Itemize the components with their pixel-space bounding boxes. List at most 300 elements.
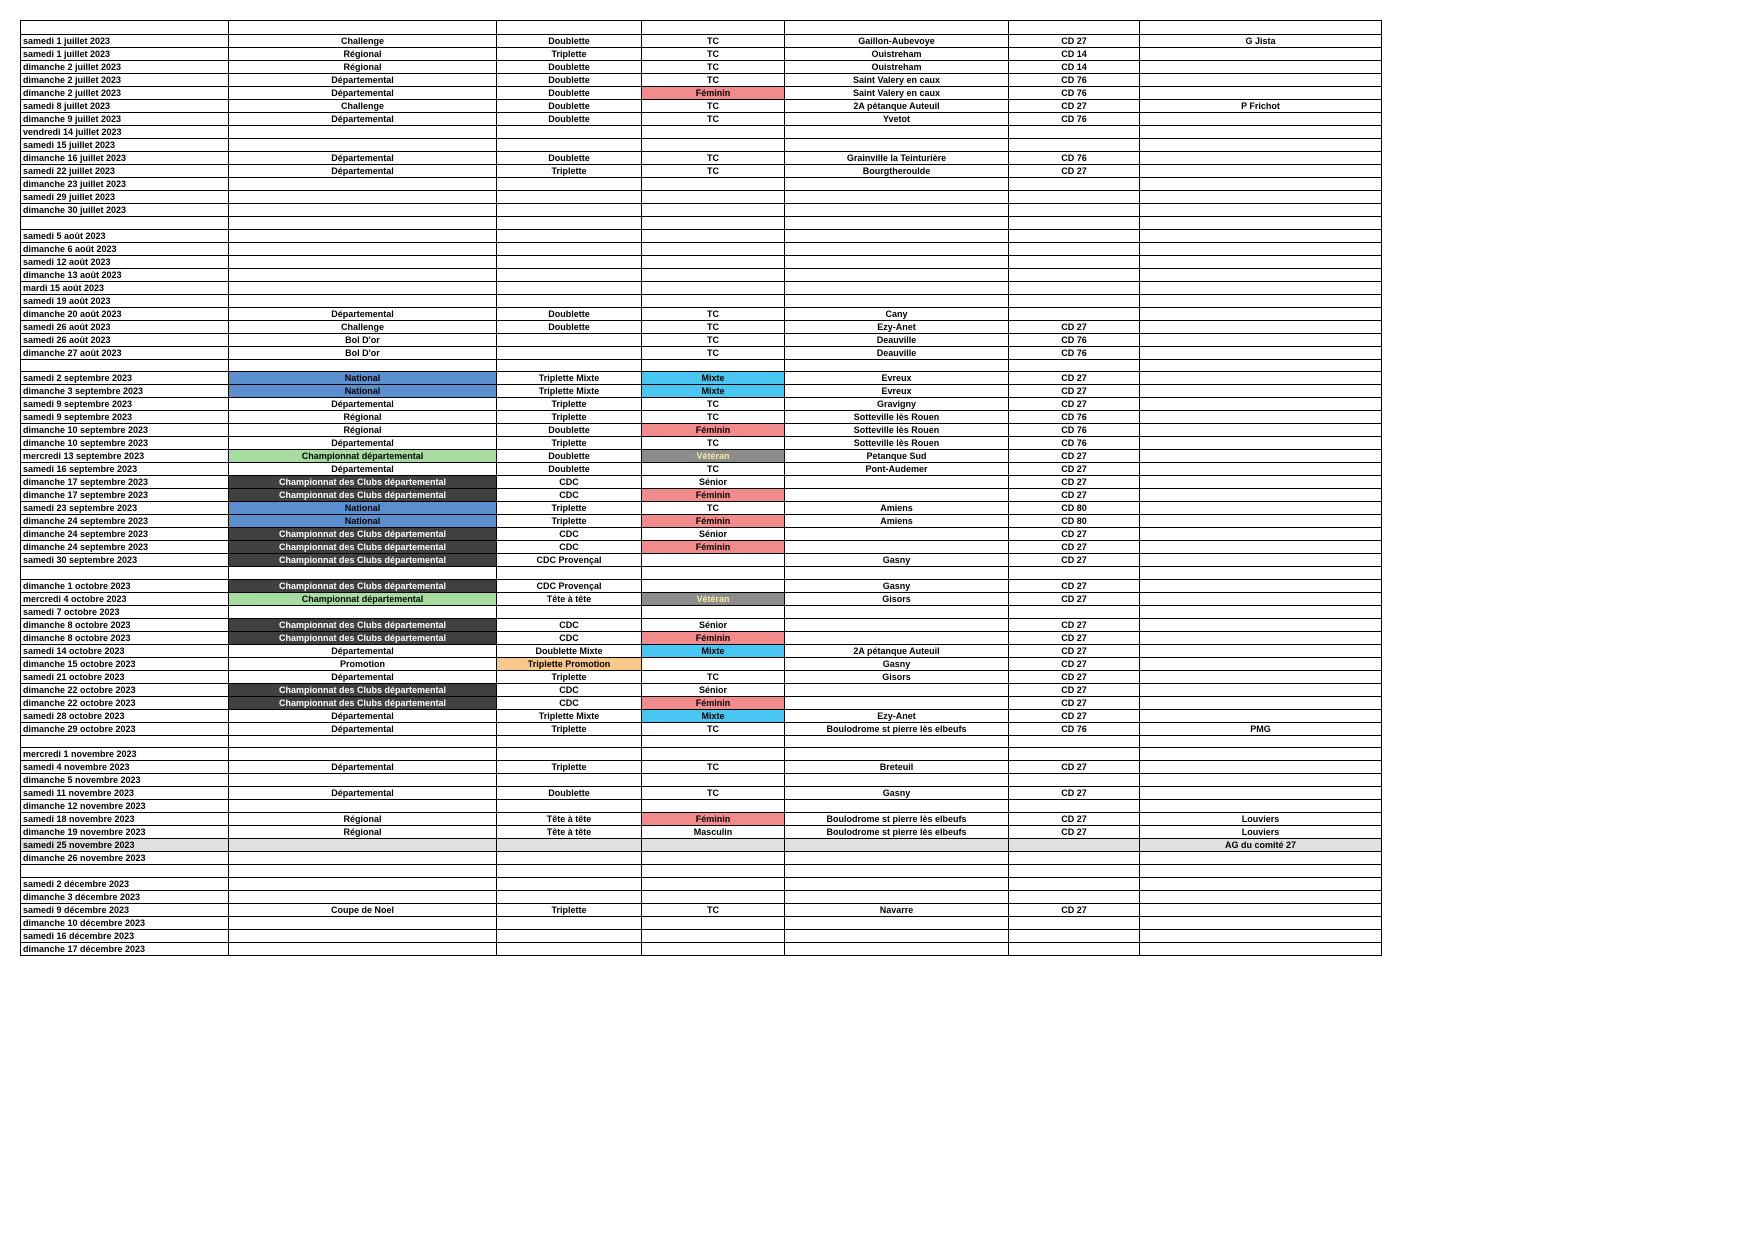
committee-cell bbox=[1009, 852, 1140, 865]
format-cell: Doublette bbox=[497, 100, 642, 113]
competition-cell bbox=[229, 800, 497, 813]
note-cell bbox=[1140, 359, 1382, 372]
note-cell: P Frichot bbox=[1140, 100, 1382, 113]
date-cell: samedi 26 août 2023 bbox=[21, 320, 229, 333]
date-cell bbox=[21, 567, 229, 580]
location-cell: Bourgtheroulde bbox=[785, 165, 1009, 178]
format-cell: Triplette bbox=[497, 761, 642, 774]
committee-cell: CD 27 bbox=[1009, 696, 1140, 709]
format-cell bbox=[497, 178, 642, 191]
date-cell: samedi 22 juillet 2023 bbox=[21, 165, 229, 178]
format-cell: Doublette bbox=[497, 61, 642, 74]
date-cell: dimanche 17 septembre 2023 bbox=[21, 489, 229, 502]
competition-cell: Départemental bbox=[229, 398, 497, 411]
note-cell bbox=[1140, 437, 1382, 450]
date-cell bbox=[21, 735, 229, 748]
location-cell bbox=[785, 942, 1009, 955]
location-cell bbox=[785, 839, 1009, 852]
date-cell: dimanche 8 octobre 2023 bbox=[21, 618, 229, 631]
note-cell bbox=[1140, 424, 1382, 437]
competition-cell: Départemental bbox=[229, 761, 497, 774]
location-cell bbox=[785, 567, 1009, 580]
header-cell bbox=[497, 21, 642, 35]
table-row bbox=[21, 35, 1382, 48]
note-cell bbox=[1140, 178, 1382, 191]
note-cell bbox=[1140, 463, 1382, 476]
table-row bbox=[21, 735, 1382, 748]
format-cell: Triplette Mixte bbox=[497, 709, 642, 722]
format-cell bbox=[497, 139, 642, 152]
location-cell bbox=[785, 139, 1009, 152]
category-cell: Féminin bbox=[642, 87, 785, 100]
committee-cell bbox=[1009, 839, 1140, 852]
table-row bbox=[21, 48, 1382, 61]
competition-cell: National bbox=[229, 515, 497, 528]
date-cell bbox=[21, 865, 229, 878]
format-cell: Triplette bbox=[497, 398, 642, 411]
category-cell bbox=[642, 139, 785, 152]
date-cell: samedi 15 juillet 2023 bbox=[21, 139, 229, 152]
committee-cell bbox=[1009, 126, 1140, 139]
format-cell: Doublette bbox=[497, 450, 642, 463]
date-cell: samedi 23 septembre 2023 bbox=[21, 502, 229, 515]
note-cell bbox=[1140, 670, 1382, 683]
competition-cell bbox=[229, 774, 497, 787]
table-row bbox=[21, 826, 1382, 839]
note-cell bbox=[1140, 204, 1382, 217]
location-cell: Evreux bbox=[785, 385, 1009, 398]
committee-cell bbox=[1009, 800, 1140, 813]
committee-cell bbox=[1009, 916, 1140, 929]
committee-cell: CD 27 bbox=[1009, 592, 1140, 605]
note-cell bbox=[1140, 411, 1382, 424]
format-cell bbox=[497, 294, 642, 307]
category-cell: TC bbox=[642, 48, 785, 61]
note-cell bbox=[1140, 735, 1382, 748]
committee-cell bbox=[1009, 255, 1140, 268]
table-row bbox=[21, 515, 1382, 528]
category-cell: Mixte bbox=[642, 385, 785, 398]
committee-cell: CD 27 bbox=[1009, 528, 1140, 541]
format-cell: Triplette bbox=[497, 502, 642, 515]
location-cell: Gasny bbox=[785, 657, 1009, 670]
note-cell bbox=[1140, 217, 1382, 230]
location-cell: Boulodrome st pierre lès elbeufs bbox=[785, 813, 1009, 826]
location-cell: 2A pétanque Auteuil bbox=[785, 644, 1009, 657]
committee-cell: CD 27 bbox=[1009, 631, 1140, 644]
location-cell: Grainville la Teinturière bbox=[785, 152, 1009, 165]
competition-cell: Bol D'or bbox=[229, 333, 497, 346]
competition-cell: Régional bbox=[229, 424, 497, 437]
category-cell: Féminin bbox=[642, 631, 785, 644]
table-row bbox=[21, 683, 1382, 696]
category-cell: Mixte bbox=[642, 644, 785, 657]
date-cell: dimanche 12 novembre 2023 bbox=[21, 800, 229, 813]
header-row bbox=[21, 21, 1382, 35]
committee-cell bbox=[1009, 748, 1140, 761]
note-cell bbox=[1140, 48, 1382, 61]
note-cell bbox=[1140, 605, 1382, 618]
competition-cell: Championnat des Clubs départemental bbox=[229, 489, 497, 502]
committee-cell: CD 76 bbox=[1009, 113, 1140, 126]
competition-cell: Régional bbox=[229, 61, 497, 74]
table-row bbox=[21, 813, 1382, 826]
location-cell bbox=[785, 929, 1009, 942]
category-cell bbox=[642, 774, 785, 787]
date-cell: samedi 19 août 2023 bbox=[21, 294, 229, 307]
location-cell bbox=[785, 865, 1009, 878]
date-cell: samedi 7 octobre 2023 bbox=[21, 605, 229, 618]
date-cell bbox=[21, 359, 229, 372]
committee-cell: CD 76 bbox=[1009, 74, 1140, 87]
table-row bbox=[21, 424, 1382, 437]
competition-cell bbox=[229, 204, 497, 217]
competition-cell: Coupe de Noel bbox=[229, 903, 497, 916]
competition-cell bbox=[229, 852, 497, 865]
date-cell: dimanche 2 juillet 2023 bbox=[21, 87, 229, 100]
category-cell bbox=[642, 217, 785, 230]
competition-cell bbox=[229, 748, 497, 761]
category-cell: TC bbox=[642, 333, 785, 346]
location-cell bbox=[785, 916, 1009, 929]
competition-cell bbox=[229, 126, 497, 139]
category-cell bbox=[642, 579, 785, 592]
note-cell bbox=[1140, 774, 1382, 787]
format-cell: CDC bbox=[497, 476, 642, 489]
format-cell: Tête à tête bbox=[497, 592, 642, 605]
note-cell: PMG bbox=[1140, 722, 1382, 735]
table-row bbox=[21, 748, 1382, 761]
table-row bbox=[21, 346, 1382, 359]
date-cell: samedi 29 juillet 2023 bbox=[21, 191, 229, 204]
format-cell: CDC bbox=[497, 683, 642, 696]
competition-cell: Régional bbox=[229, 813, 497, 826]
competition-cell: Régional bbox=[229, 48, 497, 61]
competition-cell bbox=[229, 839, 497, 852]
committee-cell bbox=[1009, 307, 1140, 320]
committee-cell bbox=[1009, 204, 1140, 217]
location-cell: Sotteville lès Rouen bbox=[785, 437, 1009, 450]
table-row bbox=[21, 165, 1382, 178]
committee-cell bbox=[1009, 735, 1140, 748]
table-row bbox=[21, 554, 1382, 567]
committee-cell: CD 80 bbox=[1009, 502, 1140, 515]
competition-cell bbox=[229, 865, 497, 878]
table-row bbox=[21, 567, 1382, 580]
competition-cell: Départemental bbox=[229, 307, 497, 320]
date-cell: dimanche 20 août 2023 bbox=[21, 307, 229, 320]
note-cell bbox=[1140, 165, 1382, 178]
format-cell bbox=[497, 774, 642, 787]
date-cell: samedi 2 septembre 2023 bbox=[21, 372, 229, 385]
category-cell bbox=[642, 877, 785, 890]
competition-cell: Championnat des Clubs départemental bbox=[229, 476, 497, 489]
table-row bbox=[21, 100, 1382, 113]
format-cell: Doublette bbox=[497, 463, 642, 476]
competition-cell: Départemental bbox=[229, 644, 497, 657]
note-cell bbox=[1140, 268, 1382, 281]
committee-cell: CD 27 bbox=[1009, 489, 1140, 502]
note-cell bbox=[1140, 450, 1382, 463]
date-cell: dimanche 13 août 2023 bbox=[21, 268, 229, 281]
competition-cell: Départemental bbox=[229, 709, 497, 722]
format-cell: CDC Provençal bbox=[497, 579, 642, 592]
competition-cell: Challenge bbox=[229, 320, 497, 333]
format-cell bbox=[497, 567, 642, 580]
location-cell: Boulodrome st pierre lès elbeufs bbox=[785, 722, 1009, 735]
note-cell bbox=[1140, 502, 1382, 515]
location-cell bbox=[785, 748, 1009, 761]
category-cell: Sénior bbox=[642, 683, 785, 696]
location-cell: Ezy-Anet bbox=[785, 320, 1009, 333]
date-cell: samedi 9 septembre 2023 bbox=[21, 411, 229, 424]
category-cell: Féminin bbox=[642, 813, 785, 826]
competition-cell: Championnat des Clubs départemental bbox=[229, 696, 497, 709]
committee-cell: CD 27 bbox=[1009, 657, 1140, 670]
location-cell bbox=[785, 255, 1009, 268]
category-cell: Féminin bbox=[642, 515, 785, 528]
table-row bbox=[21, 152, 1382, 165]
date-cell: dimanche 10 septembre 2023 bbox=[21, 437, 229, 450]
note-cell bbox=[1140, 709, 1382, 722]
note-cell bbox=[1140, 748, 1382, 761]
location-cell: Breteuil bbox=[785, 761, 1009, 774]
category-cell: TC bbox=[642, 74, 785, 87]
committee-cell: CD 27 bbox=[1009, 709, 1140, 722]
date-cell: samedi 9 septembre 2023 bbox=[21, 398, 229, 411]
competition-cell bbox=[229, 877, 497, 890]
committee-cell: CD 27 bbox=[1009, 100, 1140, 113]
note-cell bbox=[1140, 800, 1382, 813]
format-cell bbox=[497, 839, 642, 852]
table-row bbox=[21, 502, 1382, 515]
category-cell bbox=[642, 567, 785, 580]
note-cell bbox=[1140, 515, 1382, 528]
committee-cell bbox=[1009, 605, 1140, 618]
category-cell bbox=[642, 657, 785, 670]
committee-cell: CD 76 bbox=[1009, 333, 1140, 346]
table-row bbox=[21, 61, 1382, 74]
format-cell: Triplette bbox=[497, 670, 642, 683]
location-cell bbox=[785, 696, 1009, 709]
committee-cell bbox=[1009, 242, 1140, 255]
category-cell bbox=[642, 735, 785, 748]
committee-cell: CD 14 bbox=[1009, 48, 1140, 61]
competition-cell: Régional bbox=[229, 826, 497, 839]
committee-cell: CD 27 bbox=[1009, 320, 1140, 333]
date-cell: dimanche 26 novembre 2023 bbox=[21, 852, 229, 865]
location-cell bbox=[785, 877, 1009, 890]
committee-cell: CD 27 bbox=[1009, 463, 1140, 476]
table-row bbox=[21, 722, 1382, 735]
note-cell bbox=[1140, 592, 1382, 605]
location-cell bbox=[785, 631, 1009, 644]
competition-cell: Championnat des Clubs départemental bbox=[229, 528, 497, 541]
format-cell: CDC bbox=[497, 631, 642, 644]
format-cell: Doublette bbox=[497, 307, 642, 320]
note-cell: G Jista bbox=[1140, 35, 1382, 48]
table-row bbox=[21, 592, 1382, 605]
committee-cell: CD 14 bbox=[1009, 61, 1140, 74]
date-cell: samedi 2 décembre 2023 bbox=[21, 877, 229, 890]
location-cell: Gravigny bbox=[785, 398, 1009, 411]
location-cell bbox=[785, 294, 1009, 307]
date-cell: samedi 8 juillet 2023 bbox=[21, 100, 229, 113]
committee-cell bbox=[1009, 929, 1140, 942]
competition-cell bbox=[229, 942, 497, 955]
competition-cell bbox=[229, 567, 497, 580]
competition-cell bbox=[229, 605, 497, 618]
format-cell bbox=[497, 333, 642, 346]
table-row bbox=[21, 476, 1382, 489]
format-cell: Tête à tête bbox=[497, 813, 642, 826]
location-cell bbox=[785, 890, 1009, 903]
location-cell: Gisors bbox=[785, 670, 1009, 683]
category-cell bbox=[642, 191, 785, 204]
competition-cell bbox=[229, 242, 497, 255]
competition-cell bbox=[229, 294, 497, 307]
location-cell bbox=[785, 683, 1009, 696]
category-cell bbox=[642, 294, 785, 307]
competition-cell bbox=[229, 191, 497, 204]
category-cell: TC bbox=[642, 100, 785, 113]
date-cell: mercredi 4 octobre 2023 bbox=[21, 592, 229, 605]
date-cell: dimanche 2 juillet 2023 bbox=[21, 74, 229, 87]
format-cell bbox=[497, 359, 642, 372]
category-cell: Féminin bbox=[642, 424, 785, 437]
committee-cell bbox=[1009, 139, 1140, 152]
format-cell: Doublette bbox=[497, 152, 642, 165]
competition-cell bbox=[229, 217, 497, 230]
committee-cell bbox=[1009, 178, 1140, 191]
competition-cell bbox=[229, 359, 497, 372]
note-cell bbox=[1140, 761, 1382, 774]
table-row bbox=[21, 87, 1382, 100]
date-cell: dimanche 10 décembre 2023 bbox=[21, 916, 229, 929]
category-cell: TC bbox=[642, 61, 785, 74]
location-cell bbox=[785, 281, 1009, 294]
committee-cell: CD 76 bbox=[1009, 722, 1140, 735]
table-row bbox=[21, 139, 1382, 152]
format-cell: Doublette bbox=[497, 35, 642, 48]
table-row bbox=[21, 942, 1382, 955]
competition-cell bbox=[229, 229, 497, 242]
format-cell: Triplette bbox=[497, 903, 642, 916]
category-cell bbox=[642, 281, 785, 294]
category-cell: Masculin bbox=[642, 826, 785, 839]
category-cell: TC bbox=[642, 903, 785, 916]
location-cell: Gaillon-Aubevoye bbox=[785, 35, 1009, 48]
format-cell: Doublette bbox=[497, 87, 642, 100]
note-cell: Louviers bbox=[1140, 813, 1382, 826]
committee-cell: CD 27 bbox=[1009, 644, 1140, 657]
format-cell bbox=[497, 605, 642, 618]
table-row bbox=[21, 787, 1382, 800]
competition-cell: Départemental bbox=[229, 670, 497, 683]
committee-cell bbox=[1009, 281, 1140, 294]
category-cell: TC bbox=[642, 670, 785, 683]
header-cell bbox=[21, 21, 229, 35]
committee-cell: CD 76 bbox=[1009, 152, 1140, 165]
note-cell bbox=[1140, 787, 1382, 800]
format-cell: Doublette bbox=[497, 113, 642, 126]
table-row bbox=[21, 541, 1382, 554]
committee-cell: CD 27 bbox=[1009, 903, 1140, 916]
note-cell bbox=[1140, 126, 1382, 139]
date-cell: dimanche 17 décembre 2023 bbox=[21, 942, 229, 955]
committee-cell bbox=[1009, 774, 1140, 787]
location-cell: Saint Valery en caux bbox=[785, 74, 1009, 87]
table-row bbox=[21, 929, 1382, 942]
category-cell bbox=[642, 916, 785, 929]
note-cell bbox=[1140, 618, 1382, 631]
category-cell: Sénior bbox=[642, 618, 785, 631]
category-cell: Féminin bbox=[642, 541, 785, 554]
table-row bbox=[21, 528, 1382, 541]
format-cell: Doublette Mixte bbox=[497, 644, 642, 657]
table-row bbox=[21, 268, 1382, 281]
committee-cell: CD 76 bbox=[1009, 346, 1140, 359]
competition-cell: Promotion bbox=[229, 657, 497, 670]
table-row bbox=[21, 178, 1382, 191]
table-row bbox=[21, 372, 1382, 385]
category-cell: TC bbox=[642, 113, 785, 126]
committee-cell: CD 76 bbox=[1009, 424, 1140, 437]
category-cell: Féminin bbox=[642, 489, 785, 502]
format-cell bbox=[497, 346, 642, 359]
format-cell: Triplette bbox=[497, 165, 642, 178]
table-row bbox=[21, 191, 1382, 204]
date-cell: samedi 26 août 2023 bbox=[21, 333, 229, 346]
competition-cell: Départemental bbox=[229, 165, 497, 178]
date-cell: dimanche 24 septembre 2023 bbox=[21, 528, 229, 541]
committee-cell: CD 27 bbox=[1009, 385, 1140, 398]
competition-cell: Championnat des Clubs départemental bbox=[229, 554, 497, 567]
category-cell: Féminin bbox=[642, 696, 785, 709]
committee-cell bbox=[1009, 217, 1140, 230]
location-cell bbox=[785, 800, 1009, 813]
location-cell: Gasny bbox=[785, 787, 1009, 800]
category-cell bbox=[642, 605, 785, 618]
category-cell: TC bbox=[642, 761, 785, 774]
location-cell: Deauville bbox=[785, 333, 1009, 346]
note-cell bbox=[1140, 113, 1382, 126]
location-cell bbox=[785, 735, 1009, 748]
category-cell: TC bbox=[642, 398, 785, 411]
category-cell: Vétéran bbox=[642, 592, 785, 605]
format-cell: Triplette Mixte bbox=[497, 372, 642, 385]
table-row bbox=[21, 800, 1382, 813]
note-cell: Louviers bbox=[1140, 826, 1382, 839]
location-cell bbox=[785, 191, 1009, 204]
note-cell bbox=[1140, 320, 1382, 333]
committee-cell: CD 27 bbox=[1009, 787, 1140, 800]
competition-cell: Départemental bbox=[229, 74, 497, 87]
location-cell bbox=[785, 268, 1009, 281]
competition-cell: National bbox=[229, 372, 497, 385]
committee-cell: CD 27 bbox=[1009, 761, 1140, 774]
committee-cell bbox=[1009, 567, 1140, 580]
location-cell: Cany bbox=[785, 307, 1009, 320]
note-cell bbox=[1140, 333, 1382, 346]
category-cell bbox=[642, 268, 785, 281]
date-cell: dimanche 6 août 2023 bbox=[21, 242, 229, 255]
date-cell bbox=[21, 217, 229, 230]
table-row bbox=[21, 709, 1382, 722]
date-cell: samedi 9 décembre 2023 bbox=[21, 903, 229, 916]
date-cell: samedi 30 septembre 2023 bbox=[21, 554, 229, 567]
note-cell bbox=[1140, 281, 1382, 294]
